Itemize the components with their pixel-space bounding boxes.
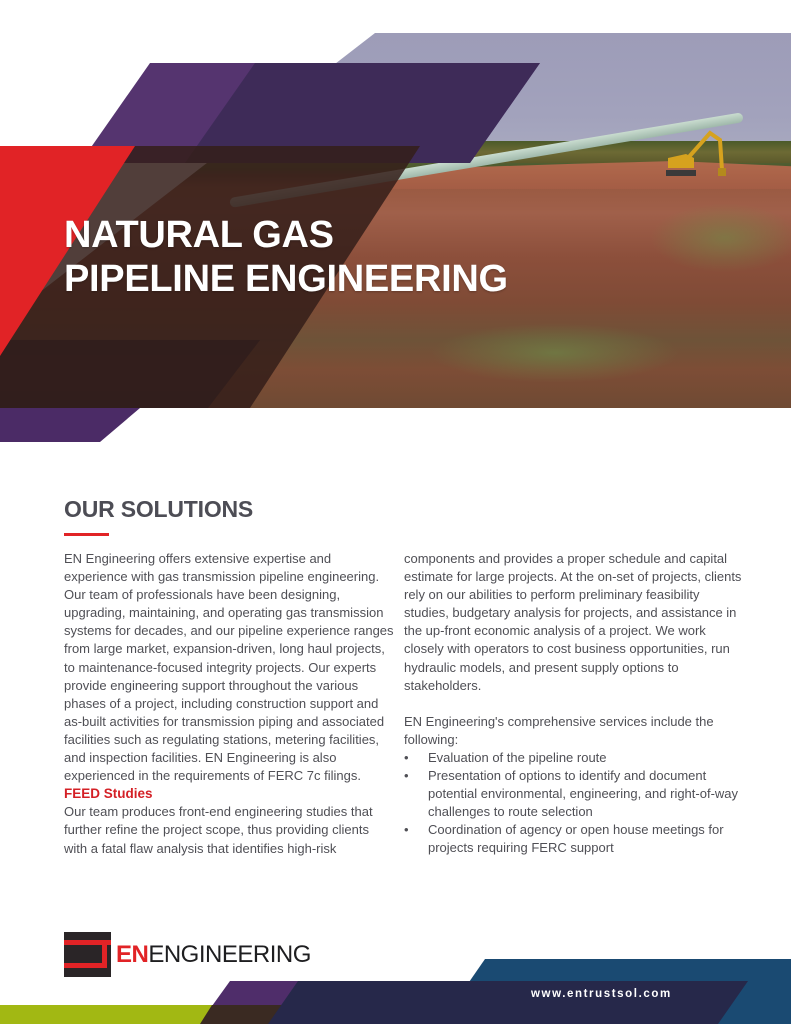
grass-patch bbox=[650, 203, 791, 273]
title-line-2: PIPELINE ENGINEERING bbox=[64, 258, 508, 300]
title-underline bbox=[64, 533, 109, 536]
list-item: • Presentation of options to identify and document potential environmental, engineering, and right-of-way challenges to route selection bbox=[404, 768, 739, 820]
decor-purple-strip bbox=[0, 408, 140, 442]
logo-wordmark: ENENGINEERING bbox=[116, 940, 311, 968]
excavator-icon bbox=[660, 128, 730, 188]
services-intro: EN Engineering's comprehensive services include the following: bbox=[404, 713, 714, 747]
feed-studies-paragraph: Our team produces front-end engineering studies that further refine the project scope, thus providing clients with a fatal flaw analysis that identifies high-risk bbox=[64, 804, 373, 856]
bullet-icon: • bbox=[404, 822, 409, 838]
grass-patch bbox=[430, 323, 680, 383]
bullet-icon: • bbox=[404, 749, 409, 765]
page-title bbox=[64, 213, 508, 301]
continuation-paragraph: components and provides a proper schedule and capital estimate for large projects. At the on-set of projects, clients rely on our abilities to perform preliminary feasibility studies, budgetary analysis for projects, and assistance in the up-front economic analysis of a project. We work closely with operators to cost business opportunities, run hydraulic models, and present supply options to stakeholders. bbox=[404, 551, 742, 693]
list-item: • Coordination of agency or open house meetings for projects requiring FERC support bbox=[404, 822, 724, 856]
section-title: OUR SOLUTIONS bbox=[64, 496, 254, 522]
list-item: • Evaluation of the pipeline route bbox=[404, 749, 744, 767]
bullet-icon: • bbox=[404, 768, 409, 784]
intro-paragraph: EN Engineering offers extensive expertise and experience with gas transmission pipeline engineering. Our team of professionals have been designing, upgrading, maintaining, and operating gas transmission systems for decades, and our pipeline experience ranges from large market, expansion-driven, long haul projects, to maintenance-focused integrity projects. Our experts provide engineering support throughout the various phases of a project, including construction support and as-built activities for transmission piping and associated facilities such as regulating stations, metering facilities, and inspection facilities. EN Engineering is also experienced in the requirements of FERC 7c filings. bbox=[64, 551, 394, 784]
decor-navy-band bbox=[268, 981, 748, 1024]
title-line-1: NATURAL GAS bbox=[64, 214, 334, 256]
feed-studies-heading: FEED Studies bbox=[64, 786, 153, 802]
hero-banner bbox=[0, 0, 791, 450]
left-column bbox=[64, 550, 394, 858]
right-column bbox=[404, 550, 744, 858]
services-list bbox=[404, 749, 744, 858]
footer-band bbox=[0, 955, 791, 1024]
website-link[interactable]: www.entrustsol.com bbox=[531, 988, 672, 1000]
